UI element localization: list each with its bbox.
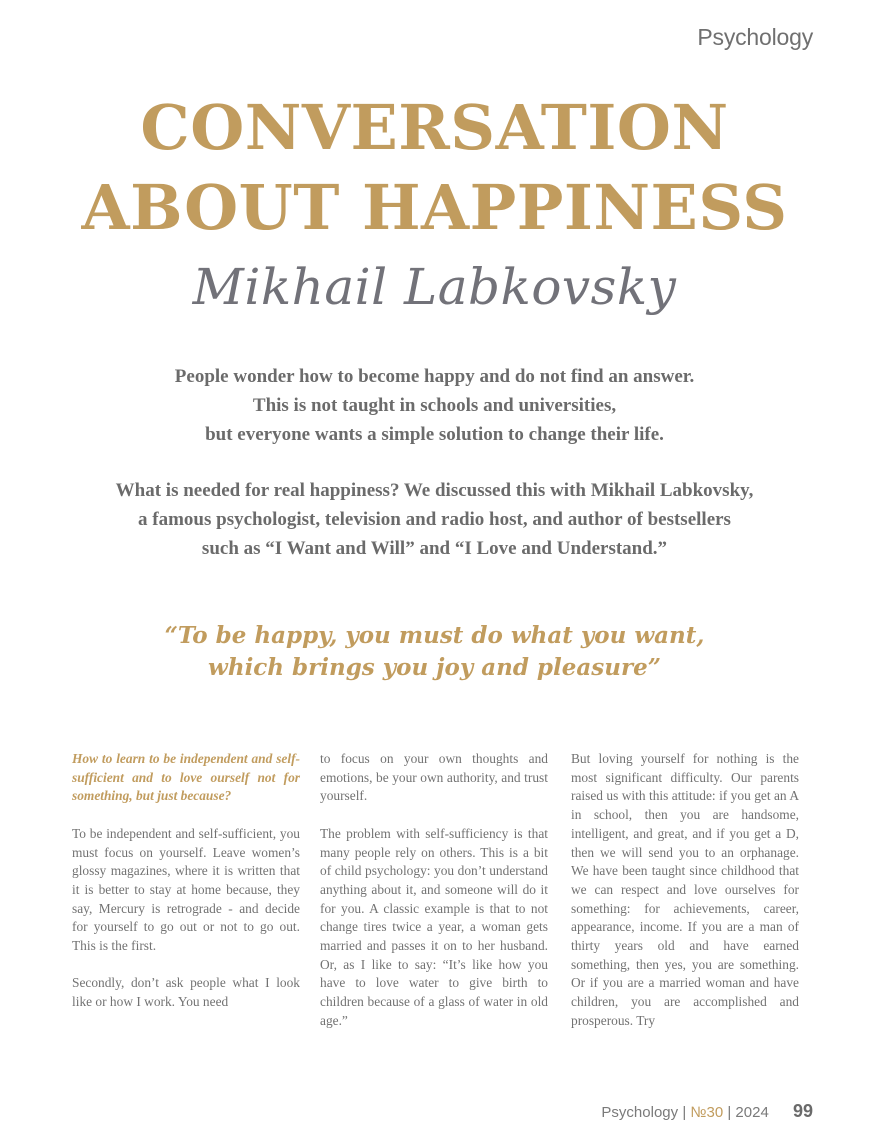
intro-line: but everyone wants a simple solution to change their life. — [205, 424, 664, 445]
article-column-1 — [72, 750, 300, 1031]
pull-quote-line: “To be happy, you must do what you want, — [164, 622, 705, 649]
footer-year: 2024 — [735, 1104, 769, 1121]
intro-paragraph-2 — [60, 476, 809, 563]
article-column-3 — [571, 750, 799, 1049]
body-paragraph: to focus on your own thoughts and emotions, be your own authority, and trust yourself. — [320, 751, 548, 804]
pull-quote — [0, 620, 869, 684]
intro-line: What is needed for real happiness? We discussed this with Mikhail Labkovsky, — [115, 480, 754, 501]
title-line-2: ABOUT HAPPINESS — [81, 171, 788, 244]
interview-question: How to learn to be independent and self-sufficient and to love ourself not for something, but just because? — [72, 751, 300, 804]
footer-separator: | — [682, 1104, 687, 1121]
intro-paragraph-1 — [60, 362, 809, 449]
body-paragraph: The problem with self-sufficiency is that many people rely on others. This is a bit of child psychology: you don’t understand anything about it, and someone will do it for you. A classic example is that to not change tires twice a year, a woman gets married and passes it on to her husband. Or, as I like to say: “It’s like how you have to love water to give birth to children because of a glass of water in old age.” — [320, 825, 548, 1028]
pull-quote-line: which brings you joy and pleasure” — [208, 654, 661, 681]
intro-line: People wonder how to become happy and do not find an answer. — [174, 366, 695, 387]
intro-line: a famous psychologist, television and radio host, and author of bestsellers — [138, 509, 731, 530]
body-paragraph: To be independent and self-sufficient, you must focus on yourself. Leave women’s glossy magazines, where it is written that it is better to stay at home because, they say, Mercury is retrograde - and decide for yourself to go out or not to go out. This is the first. — [72, 825, 300, 954]
page-number: 99 — [792, 1101, 813, 1121]
intro-line: such as “I Want and Will” and “I Love and Understand.” — [201, 538, 668, 559]
footer-issue: №30 — [690, 1104, 724, 1121]
article-column-2 — [320, 750, 548, 1049]
section-label: Psychology — [697, 24, 813, 50]
title-line-1: CONVERSATION — [140, 91, 729, 164]
author-name: Mikhail Labkovsky — [192, 258, 677, 316]
footer-separator: | — [727, 1104, 732, 1121]
body-paragraph: But loving yourself for nothing is the most significant difficulty. Our parents raised us with this attitude: if you get an A in school, then you are handsome, intelligent, and great, and if you get a D, then we will send you to an orphanage. We have been taught since childhood that we can respect and love ourselves for something: for achievements, career, appearance, income. If you are a man of thirty years old and have earned something, then yes, you are something. Or if you are a married woman and have children, you are accomplished and prosperous. Try — [571, 751, 799, 1028]
page-footer — [601, 1101, 813, 1122]
body-paragraph: Secondly, don’t ask people what I look like or how I work. You need — [72, 975, 300, 1010]
footer-section: Psychology — [601, 1104, 679, 1121]
intro-line: This is not taught in schools and universities, — [252, 395, 617, 416]
